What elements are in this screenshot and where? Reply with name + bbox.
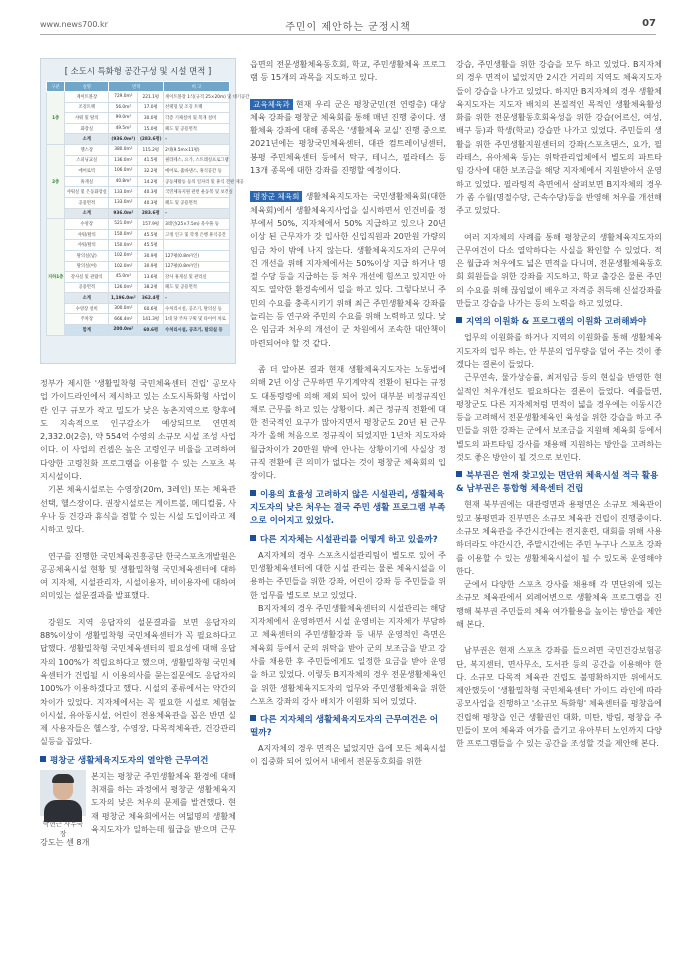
label-tag: 평창군 체육회 bbox=[250, 191, 302, 202]
body-paragraph: 정부가 제시한 '생활밀착형 국민체육센터 건립' 공모사업 가이드라인에서 제시하고 있는 소도시특화형 사업이란 인구 규모가 작고 밀도가 낮은 농촌지역으로 향후에도 지속적으로 인구감소가 예상되므로 연면적 2,332.0(2층), 약 554억 수영의 소규모 시설 조성 사업이다. 이 사업의 컨셉은 높은 고령인구 비율을 고려하여 다양한 고령친화 프로그램을 이용할 수 있는 스포츠 복지시설이다. bbox=[40, 378, 236, 482]
table-cell: 1,196.0m² bbox=[109, 293, 138, 304]
table-row bbox=[47, 325, 230, 336]
body-paragraph: A지자체의 경우 스포츠시설관리팀이 별도로 있어 주민생활체육센터에 대한 시설 관리는 물론 체육시설을 이용하는 주민들을 위한 강좌, 어린이 강좌 등 주민들을 위한 업무를 별도로 보고 있었다. bbox=[250, 549, 446, 600]
table-cell: 강사 휴게실 및 관리실 bbox=[164, 272, 230, 283]
table-cell: 소계 bbox=[65, 208, 109, 219]
section-heading: 다른 지자체의 생활체육지도자의 근무여건은 어떨까? bbox=[250, 715, 438, 739]
table-header-cell: 면적 bbox=[109, 82, 164, 92]
body-paragraph: 좀 더 알아본 결과 현재 생활체육지도자는 노동법에 의해 2년 이상 근무하면 무기계약직 전환이 된다는 규정도 대통령령에 의해 제외 되어 있어 대부분 비정규직인 채로 근무를 하고 있는 상황이다. 최근 정규직 전환에 대한 전국적인 요구가 많아지면서 평창군도 20년 된 근무자가 올해 처음으로 정규직이 되었지만 1년차 지도자와 월급차이가 20만원 밖에 안나는 상황이기에 사실상 정규직 전환에 큰 의미가 없다는 것이 평창군 체육회의 입장이다. bbox=[250, 363, 446, 481]
table-cell: 32.2평 bbox=[138, 166, 164, 177]
table-cell: 주차장 bbox=[65, 314, 109, 325]
table-cell: 강사실 및 관람석 bbox=[65, 272, 109, 283]
table-row bbox=[47, 197, 230, 208]
facility-table bbox=[46, 81, 250, 336]
table-cell: 126.0m² bbox=[109, 282, 138, 293]
body-paragraph: 연구를 진행한 국민체육진흥공단 한국스포츠개발원은 공공체육시설 현황 및 생활밀착형 국민체육센터에 대하여 지자체, 시설관리자, 시설이용자, 비이용자에 대하여 의미있는 설문결과를 발표했다. bbox=[40, 550, 236, 601]
table-cell: 선택형 및 조깅 트랙 bbox=[164, 102, 230, 113]
table-cell: 샤워/탈의 bbox=[65, 240, 109, 251]
table-cell: 수영장 bbox=[65, 219, 109, 230]
table-cell: 127평(0.8m²/인) bbox=[164, 250, 230, 261]
table-cell: 41.5평 bbox=[138, 155, 164, 166]
table-cell: 17.0평 bbox=[138, 102, 164, 113]
body-paragraph: 군에서 다양한 스포츠 강사를 채용해 각 면단위에 있는 소규모 체육관에서 외례어변으로 생활체육 프로그램을 진행해 북부권 주민들의 체육 여가활용을 높이는 방안을 제안해 본다. bbox=[456, 579, 662, 629]
table-cell bbox=[164, 240, 230, 251]
table-cell: 15.0평 bbox=[138, 123, 164, 134]
table-cell: 40.3평 bbox=[138, 187, 164, 198]
table-cell: 수처리시설, 공조기, 탈의실 등 bbox=[164, 303, 230, 314]
table-cell: 샤워/탈의 bbox=[65, 229, 109, 240]
table-cell: 133.0m² bbox=[109, 197, 138, 208]
table-cell: 탈의실(남) bbox=[65, 250, 109, 261]
column-3 bbox=[456, 58, 662, 950]
table-cell: 45.5평 bbox=[138, 229, 164, 240]
table-cell: 362.4평 bbox=[138, 293, 164, 304]
table-cell: 30.9평 bbox=[138, 261, 164, 272]
table-cell: 에어로, 줌바댄스, 휴식공간 등 bbox=[164, 166, 230, 177]
page-header bbox=[40, 16, 656, 35]
table-row bbox=[47, 293, 230, 304]
table-cell: 필라테스, 요가, 스트레칭프로그램 bbox=[164, 155, 230, 166]
table-cell: 게이트볼장 1식(규격 25×20m) 및 대기공간 bbox=[164, 92, 230, 103]
table-cell: 샤워 및 탈의 bbox=[65, 113, 109, 124]
header-title: 주민이 제안하는 군정시책 bbox=[285, 22, 411, 33]
table-header-cell: 구분 bbox=[47, 82, 65, 92]
body-paragraph: 기본 체육시설로는 수영장(20m, 3레인) 또는 체육관 선택, 헬스장이다. 권장시설로는 게이트볼, 메디컬룸, 사우나 등 건강과 휴식을 겸할 수 있는 시설 도입이라고 제시하고 있다. bbox=[40, 484, 236, 535]
body-paragraph: 강습, 주민생활을 위한 강습을 모두 하고 있었다. B지자체의 경우 면적이 넓었지만 2시간 거리의 지역도 체육지도자들이 강습을 나가고 있었다. 하지만 B지자체의 경우 생활체육지도자는 지도자 배치의 본질적인 목적인 생활체육활성화를 위한 전문생활동호회육성을 위한 강습(어르신, 여성, 배구 등)과 학생(학교) 강습만 나가고 있었다. 주민들의 생활을 위한 주민생활지원센터의 강좌(스포츠댄스, 요가, 필라테스, 유아체육 등)는 위탁관리업체에서 별도의 파트타임 강사에 대한 보조금을 해당 지자체에서 지원받아서 운영하고 있었다. 필라팅적 측면에서 살펴보면 B지자체의 경우가 좀 수월(명절수당, 근속수당)등을 반영해 처우를 개선해 주고 있었다. bbox=[456, 59, 662, 216]
table-cell: 수처리시설, 공조기, 탈의실 등 bbox=[164, 325, 230, 336]
table-cell: 조깅트랙 bbox=[65, 102, 109, 113]
table-cell: 3레인(25×7.5m) 욕수풀 등 bbox=[164, 219, 230, 230]
table-cell: - bbox=[164, 208, 230, 219]
table-cell: 102.0m² bbox=[109, 250, 138, 261]
body-paragraph: 강원도 지역 응답자의 설문결과를 보면 응답자의 88%이상이 생활밀착형 국민체육센터가 꼭 필요하다고 답했다. 생활밀착형 국민체육센터의 필요성에 대해 응답자의 100%가 적립요하다고 했으며, 생활밀착형 국민체육센터가 건립될 시 이용의사를 묻는질문에도 응답자의 100%가 이용하겠다고 했다. 시설의 종류에서는 약간의 차이가 있었다. 지자체에서는 꼭 필요한 시설로 체험놀이시설, 유아동시설, 어린이 전용체육관을 꼽은 반면 실제 사용자들은 헬스장, 수영장, 다목적체육관, 건강관리실등을 꼽았다. bbox=[40, 616, 236, 747]
body-paragraph: 현재 북부권에는 대관령면과 용평면은 소규모 체육관이 있고 봉평면과 진부면은 소규모 체육관 건립이 진행중이다. 소규모 체육관을 주간시간에는 전지훈련, 대회를 위해 사용하더라도 야간시간, 주말시간에는 주민 누구나 스포츠 강좌를 이용할 수 있는 생활체육시설이 될 수 있도록 운영해야 한다. bbox=[456, 499, 662, 576]
label-tag: 교육체육과 bbox=[250, 99, 293, 110]
table-row bbox=[47, 240, 230, 251]
floor-label: 지하1층 bbox=[47, 219, 65, 336]
table-cell: 99.0m² bbox=[109, 113, 138, 124]
table-row bbox=[47, 176, 230, 187]
section-heading: 다른 지자체는 시설관리를 어떻게 하고 있을까? bbox=[250, 534, 446, 547]
table-cell: 150.0m² bbox=[109, 240, 138, 251]
table-row bbox=[47, 208, 230, 219]
section-heading: 북부권은 현재 찾고있는 면단위 체육시설 적극 활용 & 남부권은 통합형 체육센터 건립 bbox=[456, 471, 659, 495]
table-row bbox=[47, 144, 230, 155]
table-cell: 폐도 및 공용면적 bbox=[164, 123, 230, 134]
table-row bbox=[47, 229, 230, 240]
table-header-cell: 실명 bbox=[65, 82, 109, 92]
table-cell: - bbox=[164, 293, 230, 304]
table-cell: 127평(0.8m²/인) bbox=[164, 261, 230, 272]
page-number: 07 bbox=[642, 18, 656, 29]
body-paragraph: 근무연속, 물가상승률, 최저임금 등의 현실을 반영한 현실적인 처우개선도 필요하다는 결론이 들었다. 예를들면, 평창군도 다른 지자체처럼 면적이 넓을 경우에는 이동시간 등을 고려해서 전문생활체육인 육성을 위한 강습을 하고 주민들을 위한 강좌는 군에서 보조금을 지원해 체육회 등에서 별도의 파트타임 강사를 채용해 지원하는 방안을 고려하는 것도 좋은 방안이 될 것으로 보인다. bbox=[456, 372, 662, 463]
table-cell: 소계 bbox=[65, 293, 109, 304]
table-cell: 2대(9.5m×11평) bbox=[164, 144, 230, 155]
body-paragraph: 남부권은 현재 스포츠 강좌를 들으려면 국민건강보험공단, 복지센터, 면사무소, 도서관 등의 공간을 이용해야 한다. 소규모 다목적 체육관 건립도 불명확하지만 위에서도 제안했듯이 '생활밀착형 국민체육센터' 가이드 라인에 따라 공모사업을 진행하고 '소규모 특화형' 체육센터를 평창읍에 건립해 평창읍 인근 생활권인 대화, 미탄, 방림, 평창읍 주민들이 모여 체육과 여가를 즐기고 유아부터 노인까지 다양한 프로그램들을 수 있는 공간을 조성할 것을 제안해 본다. bbox=[456, 645, 662, 749]
facility-table-box bbox=[40, 58, 250, 364]
table-cell: 157.9평 bbox=[138, 219, 164, 230]
table-cell: 115.2평 bbox=[138, 144, 164, 155]
table-cell: 141.3평 bbox=[138, 314, 164, 325]
table-cell: 스피닝교실 bbox=[65, 155, 109, 166]
table-row bbox=[47, 261, 230, 272]
table-row bbox=[47, 102, 230, 113]
table-cell: 40.8m² bbox=[109, 176, 138, 187]
table-row bbox=[47, 282, 230, 293]
table-cell: 휴게실 bbox=[65, 176, 109, 187]
table-row bbox=[47, 155, 230, 166]
table-cell: 고정 인구 및 학생 은행 휴식공간 bbox=[164, 229, 230, 240]
table-row bbox=[47, 250, 230, 261]
table-cell: 60.6평 bbox=[138, 325, 164, 336]
table-header-cell: 비 고 bbox=[164, 82, 230, 92]
table-cell: 60.6평 bbox=[138, 303, 164, 314]
body-paragraph: 읍면의 전문생활체육동호회, 학교, 주민생활체육 프로그램 등 15개의 과목을 지도하고 있다. bbox=[250, 59, 446, 83]
table-row bbox=[47, 314, 230, 325]
column-2 bbox=[250, 58, 446, 950]
table-cell: 936.0m² bbox=[109, 208, 138, 219]
table-cell: 102.0m² bbox=[109, 261, 138, 272]
table-cell: 150.0m² bbox=[109, 229, 138, 240]
table-cell: 공동체활동 등의 일자리 및 휴식 간판 제공 bbox=[164, 176, 230, 187]
table-cell: 521.0m² bbox=[109, 219, 138, 230]
body-paragraph: 본지는 평창군 주민생활체육 환경에 대해 취재를 하는 과정에서 평창군 생활체육지도자의 낮은 처우의 문제를 발견했다. 현재 평창군 체육회에서는 여덟명의 생활체육지도자가 일하는데 월급을 받으며 근무강도는 센 8개 bbox=[40, 770, 236, 848]
table-cell: 화장실 bbox=[65, 123, 109, 134]
table-row bbox=[47, 187, 230, 198]
section-heading: 평창군 생활체육지도자의 열악한 근무여건 bbox=[40, 755, 236, 768]
photo-caption: 박현근 사무국장 bbox=[42, 819, 84, 838]
table-cell: 13.6평 bbox=[138, 272, 164, 283]
table-cell: 샤워실 및 은동화장실 bbox=[65, 187, 109, 198]
table-cell: 국민체육지원 관련 운동복 및 보건실 bbox=[164, 187, 230, 198]
table-cell: 106.0m² bbox=[109, 166, 138, 177]
table-cell: 에어로빅 bbox=[65, 166, 109, 177]
table-cell: 221.1평 bbox=[138, 92, 164, 103]
table-cell: 200.0m² bbox=[109, 325, 138, 336]
table-cell: 소계 bbox=[65, 134, 109, 145]
table-title: [ 소도시 특화형 공간구성 및 시설 면적 ] bbox=[64, 66, 212, 76]
table-cell: 300.0m² bbox=[109, 303, 138, 314]
table-cell: 30.0평 bbox=[138, 113, 164, 124]
table-cell: 공용면적 bbox=[65, 197, 109, 208]
table-cell: 14.2평 bbox=[138, 176, 164, 187]
table-cell: 게이트볼장 bbox=[65, 92, 109, 103]
floor-label: 2층 bbox=[47, 144, 65, 218]
body-paragraph: 교육체육과 현재 우리 군은 평창군민(전 연령층) 대상 체육 강좌를 평창군 체육회를 통해 매년 진행 중이다. 생활체육 강좌에 대해 종목은 '생활체육 교실' 진행 중으로 2021년에는 평창국민체육센터, 대관 컴트레이닝센터, 봉평 주민체육센터 등에서 탁구, 테니스, 필라테스 등 13개 종목에 대한 강좌를 진행할 예정이다. bbox=[250, 98, 446, 176]
body-paragraph: B지자체의 경우 주민생활체육센터의 시설관리는 해당 지자체에서 운영하면서 시설 운영비는 지자체가 부담하고 체육센터의 주민생활강좌 등 내부 운영적인 측면은 체육회 등에서 군의 위탁을 받아 군의 보조금을 받고 강사를 채용한 후 주민들에게도 일정한 요금을 받아 운영을 하고 있었다. 이렇듯 B지자체의 경우 전문생활체육인을 위한 생활체육지도자의 업무와 주민생활체육을 위한 스포츠 강좌의 강사 배치가 이원화 되어 있었다. bbox=[250, 602, 446, 706]
table-cell: 133.0m² bbox=[109, 187, 138, 198]
body-paragraph: 여러 지자체의 사례를 통해 평창군의 생활체육지도자의 근무여건이 다소 열악하다는 사실을 확인할 수 있었다. 적은 월급과 처우에도 넓은 면적을 다니며, 전문생활체육동호회 회원들을 위한 강좌를 지도하고, 학교 출강은 물론 주민의 수요를 위해 끊임없이 배우고 자격증 취득해 신설강좌를 만들고 강습을 나가는 등의 노력을 하고 있었다. bbox=[456, 231, 662, 309]
table-cell: - bbox=[164, 134, 230, 145]
table-cell: 각층 기체설비 및 복개 설비 bbox=[164, 113, 230, 124]
table-cell: 폐도 및 공용면적 bbox=[164, 282, 230, 293]
table-cell: 탈의실(여) bbox=[65, 261, 109, 272]
table-row bbox=[47, 134, 230, 145]
table-cell: 공용면적 bbox=[65, 282, 109, 293]
body-paragraph: 업무의 이원화를 하거나 지역의 이원화를 통해 생활체육지도자의 업무 하는, 안 부분의 업무량을 덜어 주는 것이 좋겠다는 결론이 들었다. bbox=[456, 332, 662, 369]
table-row bbox=[47, 123, 230, 134]
table-cell: 헬스장 bbox=[65, 144, 109, 155]
table-cell: 45.0m² bbox=[109, 272, 138, 283]
table-cell: 45.5평 bbox=[138, 240, 164, 251]
table-row bbox=[47, 303, 230, 314]
table-cell: (283.6평) bbox=[138, 134, 164, 145]
table-cell: 380.0m² bbox=[109, 144, 138, 155]
table-cell: 38.2평 bbox=[138, 282, 164, 293]
table-row bbox=[47, 113, 230, 124]
section-heading: 지역의 이원화 & 프로그램의 이원화 고려해봐야 bbox=[456, 316, 662, 329]
author-photo bbox=[40, 770, 86, 838]
table-cell: 합계 bbox=[65, 325, 109, 336]
table-cell: 1대 당 주차 구획 및 타이어 차로 bbox=[164, 314, 230, 325]
table-row bbox=[47, 166, 230, 177]
table-cell: 729.0m² bbox=[109, 92, 138, 103]
table-cell: 56.0m² bbox=[109, 102, 138, 113]
floor-label: 1층 bbox=[47, 92, 65, 145]
table-cell: 폐도 및 공용면적 bbox=[164, 197, 230, 208]
table-cell: (936.0m²) bbox=[109, 134, 138, 145]
table-cell: 49.5m² bbox=[109, 123, 138, 134]
table-header-row bbox=[47, 82, 230, 92]
column-1 bbox=[40, 58, 250, 950]
body-paragraph: A지자체의 경우 면적은 넓었지만 읍에 모든 체육시설이 집중화 되어 있어서 내에서 전문동호회를 위한 bbox=[250, 743, 446, 767]
table-row bbox=[47, 219, 230, 230]
table-row bbox=[47, 92, 230, 103]
header-url: www.news700.kr bbox=[40, 20, 108, 29]
body-paragraph: 평창군 체육회 생활체육지도자는 국민생활체육회(대한체육회)에서 생활체육지사업을 실시하면서 인건비를 정부에서 50%, 지자체에서 50% 지급하고 있으나 20년이상 된 근무자가 갓 입사한 신입직원과 20만원 가량의 임금 차이 밖에 나지 않는다. 생활체육지도자의 근무여건 개선을 위해 지자체에서는 50%이상 지급 하거나 명절 수당 등을 지급하는 등 처우 개선에 힘쓰고 있지만 아직도 열악한 환경속에서 일을 하고 있다. 그렇다보니 주민의 수요를 충족시키기 위해 최근 주민생활체육 강좌를 늘리는 등 연구와 주민의 수요를 위해 노력하고 있다. 낮은 임금과 처우의 개선이 군 차원에서 조속한 대안책이 마련되어야 할 것 같다. bbox=[250, 191, 446, 348]
table-cell: 수영장 설비 bbox=[65, 303, 109, 314]
table-cell: 30.9평 bbox=[138, 250, 164, 261]
table-cell: 666.4m² bbox=[109, 314, 138, 325]
table-cell: 40.3평 bbox=[138, 197, 164, 208]
section-heading: 이용의 효율성 고려하지 않은 시설관리, 생활체육지도자의 낮은 처우는 결국 주민 생활 프로그램 부족으로 이어지고 있었다. bbox=[250, 489, 446, 526]
table-row bbox=[47, 272, 230, 283]
table-cell: 283.6평 bbox=[138, 208, 164, 219]
table-cell: 136.0m² bbox=[109, 155, 138, 166]
